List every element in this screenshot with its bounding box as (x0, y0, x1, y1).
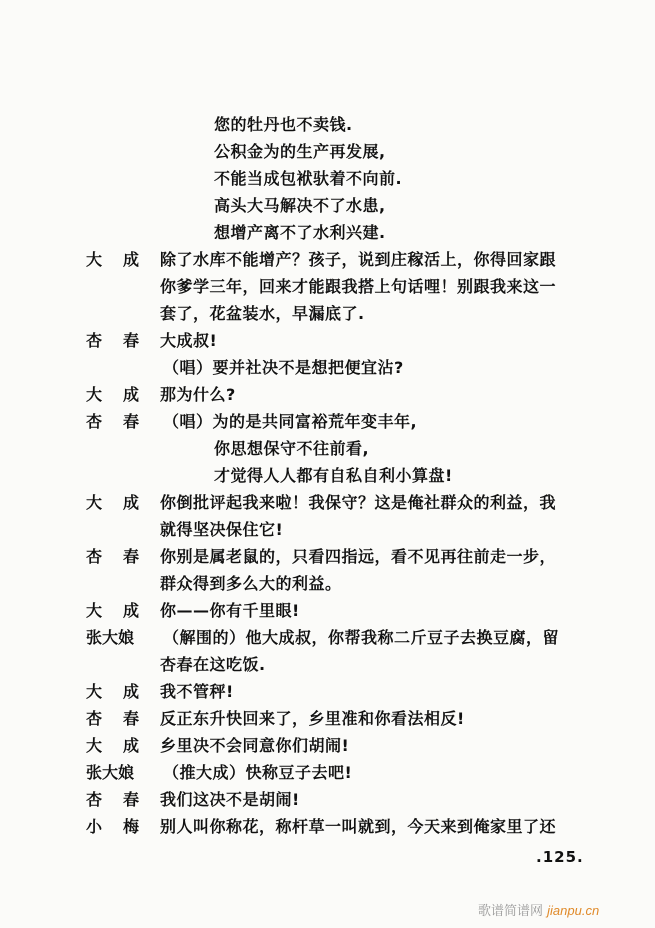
dialogue-line (0, 678, 655, 705)
watermark (478, 900, 599, 919)
speaker-name: 大成 (86, 601, 161, 620)
speaker-name: 张大娘 (86, 763, 135, 782)
dialogue-line (0, 462, 655, 489)
line-text: （唱）为的是共同富裕荒年变丰年, (163, 412, 418, 431)
dialogue-line (0, 246, 655, 273)
line-text: 群众得到多么大的利益。 (160, 574, 342, 593)
dialogue-line (0, 624, 655, 651)
line-text: 想增产离不了水利兴建. (214, 223, 386, 242)
dialogue-line (0, 111, 655, 138)
dialogue-line (0, 516, 655, 543)
dialogue-line (0, 219, 655, 246)
dialogue-line (0, 300, 655, 327)
dialogue-line (0, 489, 655, 516)
speaker-name: 杏春 (86, 331, 161, 350)
line-text: 我不管秤! (160, 682, 234, 701)
dialogue-line (0, 732, 655, 759)
page-number: .125. (536, 848, 584, 866)
dialogue-line (0, 273, 655, 300)
script-text (0, 111, 655, 840)
speaker-name: 杏春 (86, 547, 161, 566)
line-text: 你思想保守不往前看, (214, 439, 370, 458)
line-text: 乡里决不会同意你们胡闹! (160, 736, 350, 755)
line-text: 不能当成包袱驮着不向前. (214, 169, 403, 188)
watermark-domain: jianpu.cn (547, 903, 600, 918)
speaker-name: 大成 (86, 682, 161, 701)
line-text: 杏春在这吃饭. (160, 655, 266, 674)
speaker-name: 大成 (86, 250, 161, 269)
watermark-site: 歌谱简谱网 (478, 904, 544, 919)
line-text: 大成叔! (160, 331, 218, 350)
line-text: 反正东升快回来了，乡里准和你看法相反! (160, 709, 465, 728)
line-text: 你别是属老鼠的，只看四指远，看不见再往前走一步， (160, 547, 557, 566)
line-text: 才觉得人人都有自私自利小算盘! (214, 466, 453, 485)
line-text: 你倒批评起我来啦！我保守？这是俺社群众的利益，我 (160, 493, 557, 512)
speaker-name: 杏春 (86, 790, 161, 809)
dialogue-line (0, 165, 655, 192)
line-text: 别人叫你称花，称杆草一叫就到，今天来到俺家里了还 (160, 817, 557, 836)
line-text: （唱）要并社决不是想把便宜沾? (163, 358, 404, 377)
line-text: 高头大马解决不了水患, (214, 196, 386, 215)
speaker-name: 杏春 (86, 709, 161, 728)
line-text: （推大成）快称豆子去吧! (163, 763, 353, 782)
line-text: 您的牡丹也不卖钱. (214, 115, 353, 134)
speaker-name: 大成 (86, 385, 161, 404)
line-text: 除了水库不能增产？孩子，说到庄稼活上，你得回家跟 (160, 250, 557, 269)
line-text: 公积金为的生产再发展, (214, 142, 386, 161)
line-text: 我们这决不是胡闹! (160, 790, 300, 809)
dialogue-line (0, 570, 655, 597)
dialogue-line (0, 138, 655, 165)
dialogue-line (0, 786, 655, 813)
dialogue-line (0, 435, 655, 462)
dialogue-line (0, 651, 655, 678)
dialogue-line (0, 408, 655, 435)
dialogue-line (0, 381, 655, 408)
speaker-name: 大成 (86, 736, 161, 755)
line-text: （解围的）他大成叔，你帮我称二斤豆子去换豆腐，留 (163, 628, 560, 647)
line-text: 就得坚决保住它! (160, 520, 284, 539)
line-text: 那为什么? (160, 385, 236, 404)
dialogue-line (0, 327, 655, 354)
dialogue-line (0, 705, 655, 732)
dialogue-line (0, 354, 655, 381)
speaker-name: 杏春 (86, 412, 161, 431)
dialogue-line (0, 759, 655, 786)
speaker-name: 大成 (86, 493, 161, 512)
dialogue-line (0, 192, 655, 219)
line-text: 套了，花盆装水，早漏底了. (160, 304, 365, 323)
line-text: 你爹学三年，回来才能跟我搭上句话哩！别跟我来这一 (160, 277, 557, 296)
dialogue-line (0, 597, 655, 624)
line-text: 你——你有千里眼! (160, 601, 300, 620)
dialogue-line (0, 543, 655, 570)
speaker-name: 张大娘 (86, 628, 135, 647)
speaker-name: 小梅 (86, 817, 161, 836)
dialogue-line (0, 813, 655, 840)
